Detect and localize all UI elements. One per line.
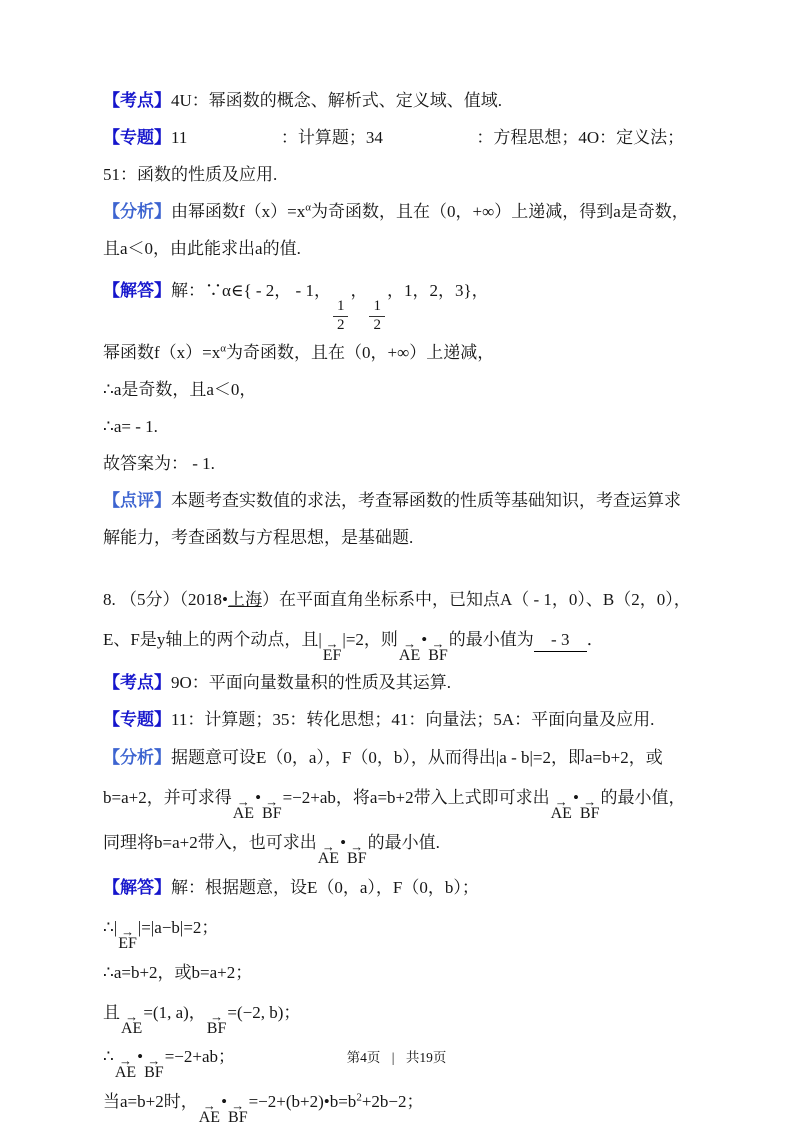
q8-jieda: [103, 868, 695, 908]
text-run: 的最小值.: [367, 833, 440, 853]
q8-zhuanti: [103, 701, 695, 738]
vector-notation: [198, 1098, 221, 1127]
vector-arrow: →: [321, 839, 335, 855]
vector-arrow: →: [236, 794, 250, 810]
vector-arrow: →: [231, 1098, 245, 1114]
vector-notation: [317, 839, 340, 868]
vector-notation: [232, 794, 255, 823]
text-run: 的最小值，同理将b=a+2带入，也可求出: [103, 788, 686, 853]
vector-arrow: →: [265, 794, 279, 810]
page-footer: [0, 1046, 793, 1069]
fraction-denominator: 2: [336, 316, 345, 333]
text-run: |=|a−b|=2；: [137, 917, 219, 937]
text-run: ，: [350, 281, 368, 300]
vector-arrow: →: [554, 794, 568, 810]
fraction-denominator: 2: [373, 316, 381, 333]
section-label: 【考点】: [103, 673, 171, 693]
text-run: =−2+(b+2)•b=b: [248, 1092, 357, 1112]
text-run: 8. （5分）（2018•: [103, 589, 228, 609]
text-run: |=2，则: [342, 629, 398, 649]
page-number: 第4页: [346, 1050, 381, 1065]
vector-arrow: →: [202, 1098, 216, 1114]
vector-arrow: →: [350, 839, 364, 855]
section-label: 【分析】: [103, 202, 171, 221]
q7-answer: [103, 445, 695, 482]
vector-notation: [121, 1008, 143, 1038]
text-run: +2b−2；: [361, 1092, 424, 1112]
fraction-numerator: 1: [369, 299, 385, 317]
text-run: ．: [586, 629, 604, 649]
text-run: 为奇函数，且在（0，+∞）上递减，: [226, 342, 495, 362]
fraction: [333, 299, 349, 334]
text-run: 幂函数f（x）=x: [103, 342, 221, 362]
vector-letters: AE: [317, 850, 340, 868]
vector-notation: [228, 1098, 248, 1127]
vector-letters: AE: [121, 1019, 143, 1037]
text-run: 且: [103, 1002, 120, 1022]
q7-step: [103, 334, 695, 371]
vector-arrow: →: [125, 1008, 139, 1024]
text-run: 当a=b+2时，: [103, 1092, 198, 1112]
text-run: 解：∵α∈{ - 2， - 1，: [171, 281, 331, 300]
text-run: 故答案为： - 1.: [103, 453, 215, 473]
vector-notation: [428, 635, 448, 665]
q7-dianping: [103, 482, 695, 556]
vector-letters: AE: [232, 805, 255, 823]
fraction: [369, 299, 385, 334]
text-run: ∴|: [103, 917, 118, 937]
vector-letters: EF: [322, 646, 342, 664]
text-run: •: [421, 629, 428, 649]
text-run: ∴a= - 1.: [103, 416, 158, 436]
vector-arrow: →: [325, 635, 339, 651]
superscript: 2: [356, 1091, 362, 1104]
vector-notation: [206, 1008, 227, 1038]
vector-notation: [347, 839, 367, 868]
text-run: •: [221, 1092, 228, 1112]
vector-letters: EF: [118, 934, 137, 952]
text-run: ∴a是奇数，且a＜0，: [103, 379, 257, 399]
answer-blank: - 3: [534, 629, 587, 652]
text-run: •: [255, 788, 262, 808]
text-run: 11 ：计算题；34 ：方程思想；4O：定义法；51：函数的性质及应用.: [103, 128, 685, 184]
q8-step: [103, 908, 695, 953]
vector-notation: [398, 635, 421, 665]
vector-notation: [262, 794, 282, 823]
vector-notation: [118, 923, 137, 953]
text-run: 的最小值为: [448, 629, 534, 649]
q8-step: [103, 953, 695, 993]
superscript: α: [305, 201, 312, 214]
text-run: ）在平面直角坐标系中，已知点A（ - 1，0）、B（2，0），E、F是y轴上的两个动点，且|: [103, 589, 691, 649]
vector-letters: BF: [144, 1064, 164, 1082]
text-run: =−2+ab；: [164, 1047, 235, 1067]
text-run: =(1, a)，: [143, 1002, 206, 1022]
vector-letters: AE: [398, 646, 421, 664]
vector-letters: BF: [206, 1019, 227, 1037]
text-run: 解：根据题意，设E（0，a），F（0，b）；: [171, 877, 479, 897]
section-label: 【解答】: [103, 877, 171, 897]
q8-statement: [103, 580, 695, 665]
text-run: 11：计算题；35：转化思想；41：向量法；5A：平面向量及应用.: [171, 710, 655, 730]
vector-arrow: →: [121, 923, 135, 939]
vector-notation: [322, 635, 342, 665]
page-total: 共19页: [405, 1050, 447, 1065]
vector-notation: [550, 794, 572, 823]
vector-notation: [579, 794, 600, 823]
q8-step: [103, 993, 695, 1038]
text-run: •: [137, 1047, 144, 1067]
q7-zhuanti: [103, 119, 695, 193]
vector-letters: BF: [579, 805, 600, 823]
vector-arrow: →: [431, 635, 445, 651]
q7-jieda: [103, 267, 695, 334]
vector-arrow: →: [583, 794, 597, 810]
vector-letters: BF: [428, 646, 448, 664]
vector-letters: BF: [347, 850, 367, 868]
q7-step: [103, 371, 695, 408]
section-label: 【分析】: [103, 748, 171, 768]
section-label: 【专题】: [103, 710, 171, 730]
source-link[interactable]: 上海: [227, 589, 262, 609]
q8-fenxi: [103, 738, 695, 868]
text-run: ∴: [103, 1047, 114, 1067]
text-run: 9O：平面向量数量积的性质及其运算.: [171, 673, 452, 693]
text-run: 据题意可设E（0，a），F（0，b），从而得出|a - b|=2，即a=b+2，或b=a+2，并可求得: [103, 748, 663, 808]
vector-arrow: →: [210, 1008, 224, 1024]
text-run: ，1，2，3}，: [386, 281, 489, 300]
vector-letters: BF: [228, 1109, 248, 1127]
text-run: 由幂函数f（x）=x: [171, 202, 306, 221]
text-run: ∴a=b+2，或b=a+2；: [103, 962, 253, 982]
text-run: =(−2, b)；: [227, 1002, 301, 1022]
q7-step: [103, 408, 695, 445]
section-label: 【点评】: [103, 490, 171, 510]
section-label: 【考点】: [103, 91, 171, 110]
vector-arrow: →: [147, 1053, 161, 1069]
text-run: 为奇函数，且在（0，+∞）上递减，得到a是奇数，且a＜0，由此能求出a的值.: [103, 202, 689, 258]
vector-letters: AE: [198, 1109, 221, 1127]
q7-kaodian: [103, 82, 695, 119]
text-run: 4U：幂函数的概念、解析式、定义域、值域.: [171, 91, 503, 110]
document-content: [103, 82, 695, 1127]
vector-arrow: →: [403, 635, 417, 651]
q7-fenxi: [103, 193, 695, 267]
text-run: •: [572, 788, 579, 808]
text-run: =−2+ab，将a=b+2带入上式即可求出: [282, 788, 550, 808]
q8-step: [103, 1082, 695, 1127]
section-label: 【解答】: [103, 281, 171, 300]
vector-letters: AE: [550, 805, 572, 823]
footer-separator: |: [391, 1050, 395, 1065]
q8-kaodian: [103, 664, 695, 701]
section-label: 【专题】: [103, 128, 171, 147]
superscript: α: [220, 341, 227, 354]
text-run: •: [340, 833, 347, 853]
vector-letters: BF: [262, 805, 282, 823]
vector-arrow: →: [118, 1053, 132, 1069]
vector-letters: AE: [114, 1064, 137, 1082]
text-run: 本题考查实数值的求法，考查幂函数的性质等基础知识，考查运算求解能力，考查函数与方程思想，是基础题.: [103, 490, 681, 547]
fraction-numerator: 1: [333, 299, 349, 317]
